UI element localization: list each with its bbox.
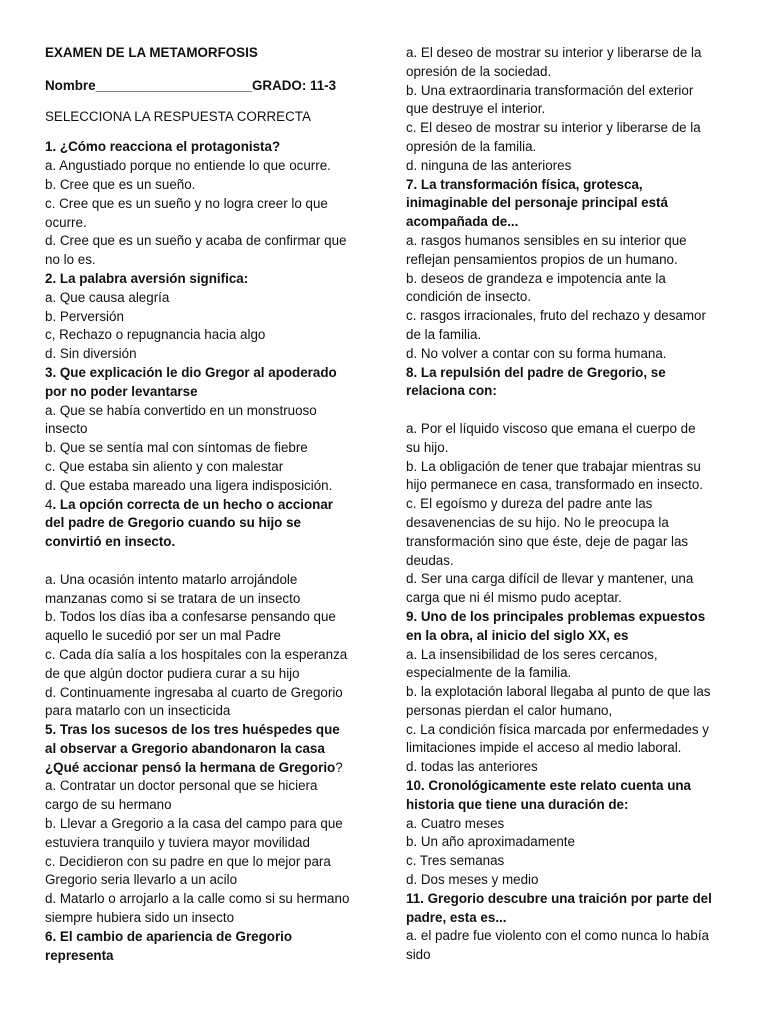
question-7-text-end: acompañada de... bbox=[406, 214, 519, 230]
question-3-text: 3. Que explicación le dio Gregor al apoderado bbox=[45, 364, 337, 380]
question-7-option-c-cont: de la familia. bbox=[406, 326, 482, 342]
question-7-option-b-cont: condición de insecto. bbox=[406, 289, 532, 305]
question-9-option-c-cont: limitaciones impide el acceso al medio laboral. bbox=[406, 740, 682, 756]
question-1-option-a: a. Angustiado porque no entiende lo que ocurre. bbox=[45, 158, 331, 174]
name-grade-line: Nombre_____________________GRADO: 11-3 bbox=[45, 77, 337, 93]
question-7-option-a: a. rasgos humanos sensibles en su interior que bbox=[406, 232, 687, 248]
question-1 bbox=[45, 138, 367, 270]
question-4-text-cont: del padre de Gregorio cuando su hijo se bbox=[45, 515, 301, 531]
question-4-option-a-cont: manzanas como si se tratara de un insecto bbox=[45, 590, 301, 606]
question-7-text-cont: inimaginable del personaje principal está bbox=[406, 195, 668, 211]
question-9-option-b-cont: personas pierdan el calor humano, bbox=[406, 702, 613, 718]
question-8 bbox=[406, 364, 724, 608]
question-6-option-b-cont: que destruye el interior. bbox=[406, 101, 546, 117]
question-4 bbox=[45, 496, 367, 722]
question-3-option-a: a. Que se había convertido en un monstruoso bbox=[45, 402, 317, 418]
question-9-text-cont: en la obra, al inicio del siglo XX, es bbox=[406, 627, 629, 643]
question-5-text-end-bold: ¿Qué accionar pensó la hermana de Gregorio bbox=[45, 759, 336, 775]
question-3 bbox=[45, 364, 367, 496]
question-3-option-d: d. Que estaba mareado una ligera indisposición. bbox=[45, 477, 333, 493]
question-9-option-a-cont: especialmente de la familia. bbox=[406, 665, 572, 681]
question-6-option-a-cont: opresión de la sociedad. bbox=[406, 63, 552, 79]
question-5-option-d-cont: siempre hubiera sido un insecto bbox=[45, 910, 235, 926]
question-8-option-c: c. El egoísmo y dureza del padre ante las bbox=[406, 496, 653, 512]
question-6 bbox=[45, 928, 367, 966]
question-5-option-d: d. Matarlo o arrojarlo a la calle como si su hermano bbox=[45, 891, 350, 907]
question-2-option-d: d. Sin diversión bbox=[45, 346, 137, 362]
question-6-option-b: b. Una extraordinaria transformación del exterior bbox=[406, 82, 694, 98]
question-1-option-c: c. Cree que es un sueño y no logra creer lo que bbox=[45, 195, 328, 211]
question-4-option-a: a. Una ocasión intento matarlo arrojándole bbox=[45, 571, 298, 587]
question-7-option-a-cont: reflejan pensamientos propios de un humano. bbox=[406, 251, 678, 267]
question-3-option-a-cont: insecto bbox=[45, 421, 88, 437]
question-10-text: 10. Cronológicamente este relato cuenta una bbox=[406, 778, 692, 794]
question-8-option-a-cont: su hijo. bbox=[406, 439, 449, 455]
question-2-text: 2. La palabra aversión significa: bbox=[45, 270, 249, 286]
question-6-option-c-cont: opresión de la familia. bbox=[406, 138, 537, 154]
spacer bbox=[45, 552, 367, 571]
exam-title: EXAMEN DE LA METAMORFOSIS bbox=[45, 45, 258, 60]
right-column bbox=[406, 44, 724, 965]
question-1-option-d: d. Cree que es un sueño y acaba de confirmar que bbox=[45, 233, 347, 249]
question-3-text-cont: por no poder levantarse bbox=[45, 383, 198, 399]
question-8-option-d: d. Ser una carga difícil de llevar y mantener, una bbox=[406, 571, 694, 587]
question-8-option-b-cont: hijo permanece en casa, transformado en insecto. bbox=[406, 477, 703, 493]
question-5-question-mark: ? bbox=[335, 759, 343, 775]
question-4-option-c-cont: de que algún doctor pudiera curar a su hijo bbox=[45, 665, 300, 681]
question-5-option-b-cont: estuviera tranquilo y tuviera mayor movilidad bbox=[45, 834, 310, 850]
question-11 bbox=[406, 890, 724, 965]
question-5-text-end bbox=[45, 759, 367, 778]
question-2-option-b: b. Perversión bbox=[45, 308, 124, 324]
question-5-option-c-cont: Gregorio seria llevarlo a un acilo bbox=[45, 872, 238, 888]
question-4-text-start: . La opción correcta de un hecho o accionar bbox=[52, 496, 333, 512]
question-2-option-a: a. Que causa alegría bbox=[45, 289, 170, 305]
question-4-option-d-cont: para matarlo con un insecticida bbox=[45, 703, 231, 719]
question-8-text-cont: relaciona con: bbox=[406, 383, 497, 399]
question-6-option-d: d. ninguna de las anteriores bbox=[406, 157, 572, 173]
question-10-text-cont: historia que tiene una duración de: bbox=[406, 796, 629, 812]
question-7-option-b: b. deseos de grandeza e impotencia ante la bbox=[406, 270, 666, 286]
question-3-option-b: b. Que se sentía mal con síntomas de fiebre bbox=[45, 440, 308, 456]
question-6-option-c: c. El deseo de mostrar su interior y liberarse de la bbox=[406, 120, 701, 136]
question-11-text-cont: padre, esta es... bbox=[406, 909, 507, 925]
question-4-option-b: b. Todos los días iba a confesarse pensando que bbox=[45, 609, 336, 625]
question-4-option-d: d. Continuamente ingresaba al cuarto de Gregorio bbox=[45, 684, 343, 700]
question-8-option-c-cont-2: transformación sino que éste, deje de pagar las bbox=[406, 533, 689, 549]
instruction: SELECCIONA LA RESPUESTA CORRECTA bbox=[45, 108, 311, 124]
question-4-option-b-cont: aquello le sucedió por ser un mal Padre bbox=[45, 628, 281, 644]
question-2 bbox=[45, 270, 367, 364]
question-2-option-c: c, Rechazo o repugnancia hacia algo bbox=[45, 327, 266, 343]
question-5-option-a: a. Contratar un doctor personal que se hiciera bbox=[45, 778, 318, 794]
question-9-option-c: c. La condición física marcada por enfermedades y bbox=[406, 721, 709, 737]
question-9-text: 9. Uno de los principales problemas expuestos bbox=[406, 608, 706, 624]
question-4-text-end: convirtió en insecto. bbox=[45, 534, 176, 550]
question-9-option-a: a. La insensibilidad de los seres cercanos, bbox=[406, 646, 658, 662]
question-1-option-c-cont: ocurre. bbox=[45, 214, 87, 230]
question-8-option-c-cont: desavenencias de su hijo. No le preocupa la bbox=[406, 514, 669, 530]
question-5-text: 5. Tras los sucesos de los tres huéspedes que bbox=[45, 722, 340, 738]
question-11-option-a-cont: sido bbox=[406, 947, 431, 963]
question-10-option-b: b. Un año aproximadamente bbox=[406, 834, 575, 850]
question-7 bbox=[406, 176, 724, 364]
question-4-number: 4 bbox=[45, 496, 53, 512]
question-4-text bbox=[45, 496, 367, 515]
question-1-option-d-cont: no lo es. bbox=[45, 252, 96, 268]
question-6-text: 6. El cambio de apariencia de Gregorio bbox=[45, 928, 293, 944]
question-7-option-d: d. No volver a contar con su forma humana. bbox=[406, 345, 667, 361]
question-8-text: 8. La repulsión del padre de Gregorio, se bbox=[406, 364, 666, 380]
question-5-option-b: b. Llevar a Gregorio a la casa del campo para que bbox=[45, 816, 343, 832]
question-11-option-a: a. el padre fue violento con el como nunca lo había bbox=[406, 928, 709, 944]
question-7-text: 7. La transformación física, grotesca, bbox=[406, 176, 643, 192]
question-5-text-cont: al observar a Gregorio abandonaron la casa bbox=[45, 740, 325, 756]
question-1-option-b: b. Cree que es un sueño. bbox=[45, 176, 196, 192]
question-4-option-c: c. Cada día salía a los hospitales con la esperanza bbox=[45, 646, 348, 662]
question-6-option-a: a. El deseo de mostrar su interior y liberarse de la bbox=[406, 45, 702, 60]
question-9-option-b: b. la explotación laboral llegaba al punto de que las bbox=[406, 684, 711, 700]
question-8-option-d-cont: carga que ni él mismo pudo aceptar. bbox=[406, 590, 622, 606]
question-3-option-c: c. Que estaba sin aliento y con malestar bbox=[45, 458, 284, 474]
question-8-option-b: b. La obligación de tener que trabajar mientras su bbox=[406, 458, 701, 474]
question-8-option-c-cont-3: deudas. bbox=[406, 552, 454, 568]
question-5 bbox=[45, 721, 367, 928]
question-8-option-a: a. Por el líquido viscoso que emana el cuerpo de bbox=[406, 420, 696, 436]
question-10-option-d: d. Dos meses y medio bbox=[406, 872, 539, 888]
left-column bbox=[45, 44, 367, 965]
question-7-option-c: c. rasgos irracionales, fruto del rechazo y desamor bbox=[406, 308, 706, 324]
question-10-option-c: c. Tres semanas bbox=[406, 853, 505, 869]
question-10-option-a: a. Cuatro meses bbox=[406, 815, 505, 831]
question-6-text-cont: representa bbox=[45, 947, 114, 963]
spacer bbox=[406, 401, 724, 420]
question-6-options bbox=[406, 44, 724, 176]
question-9-option-d: d. todas las anteriores bbox=[406, 759, 538, 775]
question-9 bbox=[406, 608, 724, 777]
question-11-text: 11. Gregorio descubre una traición por parte del bbox=[406, 890, 712, 906]
question-10 bbox=[406, 777, 724, 890]
question-5-option-c: c. Decidieron con su padre en que lo mejor para bbox=[45, 853, 331, 869]
question-1-text: 1. ¿Cómo reacciona el protagonista? bbox=[45, 139, 281, 155]
question-5-option-a-cont: cargo de su hermano bbox=[45, 797, 172, 813]
